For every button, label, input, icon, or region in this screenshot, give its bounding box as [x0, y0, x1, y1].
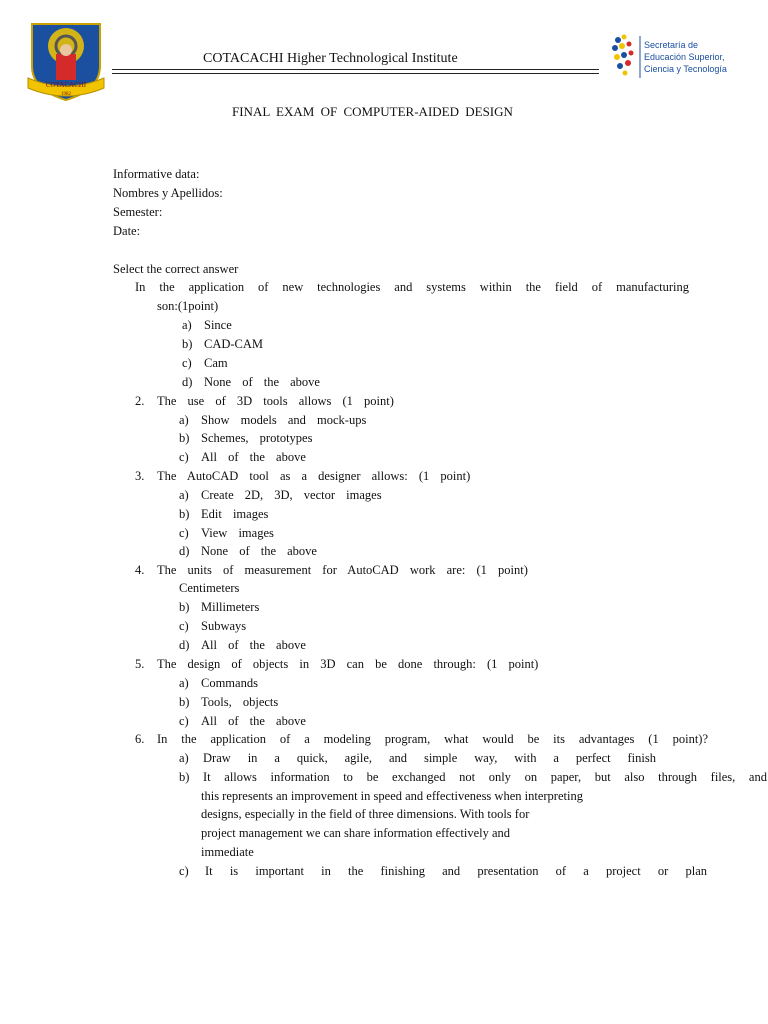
crest-year: 1982 [61, 92, 71, 97]
q2-option-c-letter: c) [179, 450, 189, 464]
q1-option-c-letter: c) [182, 356, 192, 370]
logo-line-3: Ciencia y Tecnología [644, 64, 727, 74]
crest-text: COTACACHI [45, 81, 87, 89]
question-4-text: The units of measurement for AutoCAD work are: (1 point) [157, 563, 528, 577]
q5-option-a-letter: a) [179, 676, 189, 690]
q3-option-d: None of the above [201, 544, 317, 558]
q5-option-c-letter: c) [179, 714, 189, 728]
question-6-text: In the application of a modeling program, what would be its advantages (1 point)? [157, 732, 708, 746]
question-3-number: 3. [135, 469, 145, 483]
informative-heading: Informative data: [113, 167, 200, 181]
q1-option-a: Since [204, 318, 232, 332]
q4-option-b-letter: b) [179, 600, 190, 614]
q2-option-a: Show models and mock-ups [201, 413, 367, 427]
question-5-text: The design of objects in 3D can be done through: (1 point) [157, 657, 539, 671]
question-4-number: 4. [135, 563, 145, 577]
question-1-text-cont: son:(1point) [157, 299, 219, 313]
q1-option-c: Cam [204, 356, 228, 370]
logo-line-1: Secretaría de [644, 40, 699, 50]
q2-option-c: All of the above [201, 450, 306, 464]
q6-option-b-line-1: It allows information to be exchanged not only on paper, but also through files, and [203, 770, 767, 784]
exam-title: FINAL EXAM OF COMPUTER-AIDED DESIGN [232, 104, 513, 119]
q4-option-d: All of the above [201, 638, 306, 652]
q3-option-c-letter: c) [179, 526, 189, 540]
q6-option-b-line-4: project management we can share information effectively and [201, 826, 511, 840]
q1-option-b: CAD-CAM [204, 337, 264, 351]
q6-option-a-letter: a) [179, 751, 189, 765]
question-2-text: The use of 3D tools allows (1 point) [157, 394, 394, 408]
q1-option-b-letter: b) [182, 337, 193, 351]
q6-option-c-letter: c) [179, 864, 189, 878]
q4-option-c-letter: c) [179, 619, 189, 633]
q1-option-a-letter: a) [182, 318, 192, 332]
q2-option-b-letter: b) [179, 431, 190, 445]
q5-option-c: All of the above [201, 714, 306, 728]
header-rule [112, 69, 599, 70]
q1-option-d: None of the above [204, 375, 320, 389]
q4-option-c: Subways [201, 619, 247, 633]
q5-option-b: Tools, objects [201, 695, 279, 709]
question-1-text: In the application of new technologies and systems within the field of manufacturing [135, 280, 689, 294]
q4-option-b: Millimeters [201, 600, 260, 614]
cotacachi-crest-logo [26, 16, 106, 106]
q6-option-c: It is important in the finishing and presentation of a project or plan [205, 864, 707, 878]
q1-option-d-letter: d) [182, 375, 193, 389]
q4-option-a: Centimeters [179, 581, 240, 595]
q2-option-a-letter: a) [179, 413, 189, 427]
semester-field-label: Semester: [113, 205, 163, 219]
q3-option-c: View images [201, 526, 274, 540]
senescyt-logo [610, 32, 730, 82]
q5-option-a: Commands [201, 676, 258, 690]
q5-option-b-letter: b) [179, 695, 190, 709]
institute-name: COTACACHI Higher Technological Institute [203, 51, 458, 66]
q3-option-d-letter: d) [179, 544, 190, 558]
instruction: Select the correct answer [113, 262, 239, 276]
names-field-label: Nombres y Apellidos: [113, 186, 223, 200]
q4-option-d-letter: d) [179, 638, 190, 652]
question-6-number: 6. [135, 732, 145, 746]
q6-option-b-line-5: immediate [201, 845, 254, 859]
q3-option-b-letter: b) [179, 507, 190, 521]
q6-option-b-line-3: designs, especially in the field of three dimensions. With tools for [201, 807, 530, 821]
question-5-number: 5. [135, 657, 145, 671]
q3-option-a: Create 2D, 3D, vector images [201, 488, 382, 502]
q6-option-b-line-2: this represents an improvement in speed and effectiveness when interpreting [201, 789, 583, 803]
q3-option-b: Edit images [201, 507, 269, 521]
question-2-number: 2. [135, 394, 145, 408]
question-3-text: The AutoCAD tool as a designer allows: (1 point) [157, 469, 471, 483]
q3-option-a-letter: a) [179, 488, 189, 502]
date-field-label: Date: [113, 224, 141, 238]
q6-option-a: Draw in a quick, agile, and simple way, with a perfect finish [203, 751, 656, 765]
header-rule-thin [112, 73, 599, 74]
q2-option-b: Schemes, prototypes [201, 431, 313, 445]
logo-line-2: Educación Superior, [644, 52, 725, 62]
q6-option-b-letter: b) [179, 770, 190, 784]
